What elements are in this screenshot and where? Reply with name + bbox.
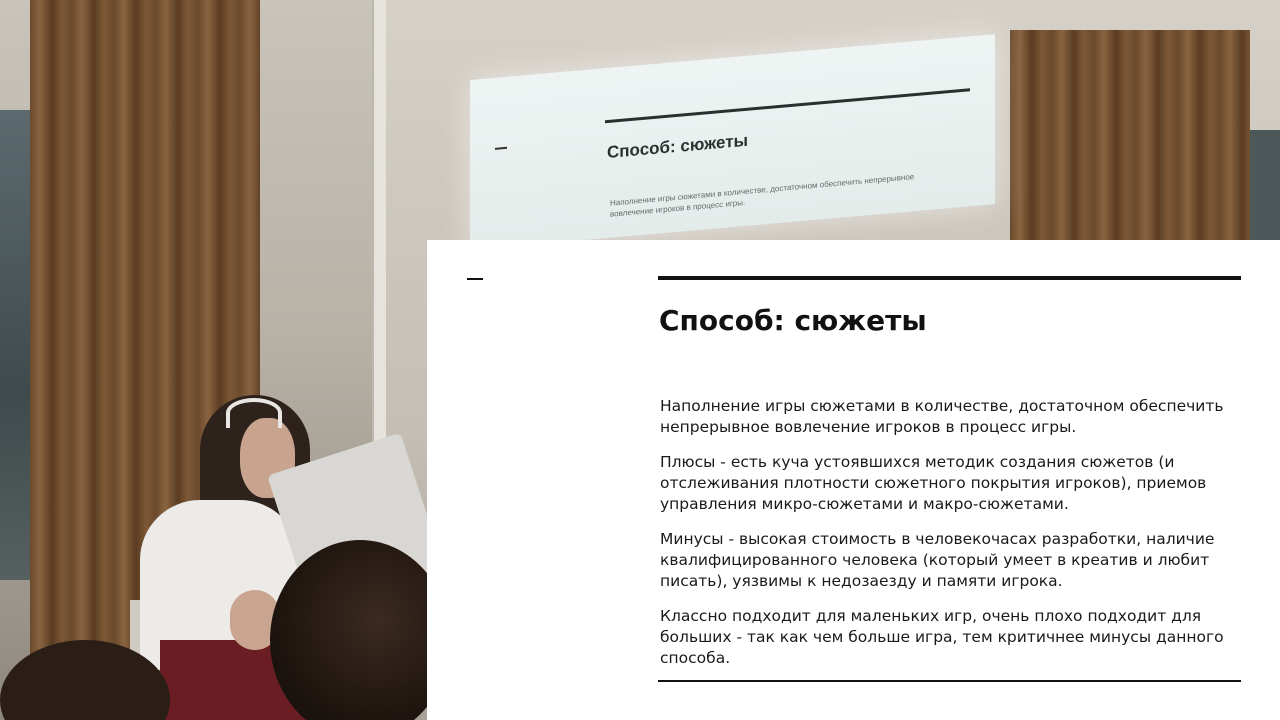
slide-paragraph: Наполнение игры сюжетами в количестве, достаточном обеспечить непрерывное вовлечение игроков в процесс игры. <box>660 397 1224 436</box>
speaker-headband <box>226 398 282 428</box>
slide-paragraph: Классно подходит для маленьких игр, очень плохо подходит для больших - так как чем больше игра, тем критичнее минусы данного способа. <box>660 607 1224 667</box>
slide-overlay <box>427 240 1280 720</box>
slide-paragraph: Плюсы - есть куча устоявшихся методик создания сюжетов (и отслеживания плотности сюжетного покрытия игроков), приемов управления микро-сюжетами и макро-сюжетами. <box>660 453 1207 513</box>
slide-title: Способ: сюжеты <box>659 304 927 337</box>
slide-top-rule <box>658 276 1241 280</box>
curtain <box>1010 30 1250 250</box>
slide-paragraph: Минусы - высокая стоимость в человекочасах разработки, наличие квалифицированного человека (который умеет в креатив и любит писать), уязвимы к недозаезду и памяти игрока. <box>660 530 1215 590</box>
projected-rule <box>605 88 970 123</box>
projected-text: Наполнение игры сюжетами в количестве, достаточном обеспечить непрерывное вовлечение игроков в процесс игры. <box>610 172 915 219</box>
projected-dash <box>495 147 507 150</box>
wall-pipe <box>372 0 386 460</box>
window <box>1250 130 1280 250</box>
slide-body <box>660 396 1235 683</box>
slide-dash <box>467 278 483 280</box>
slide-bottom-rule <box>658 680 1241 682</box>
projected-title: Способ: сюжеты <box>607 130 749 163</box>
